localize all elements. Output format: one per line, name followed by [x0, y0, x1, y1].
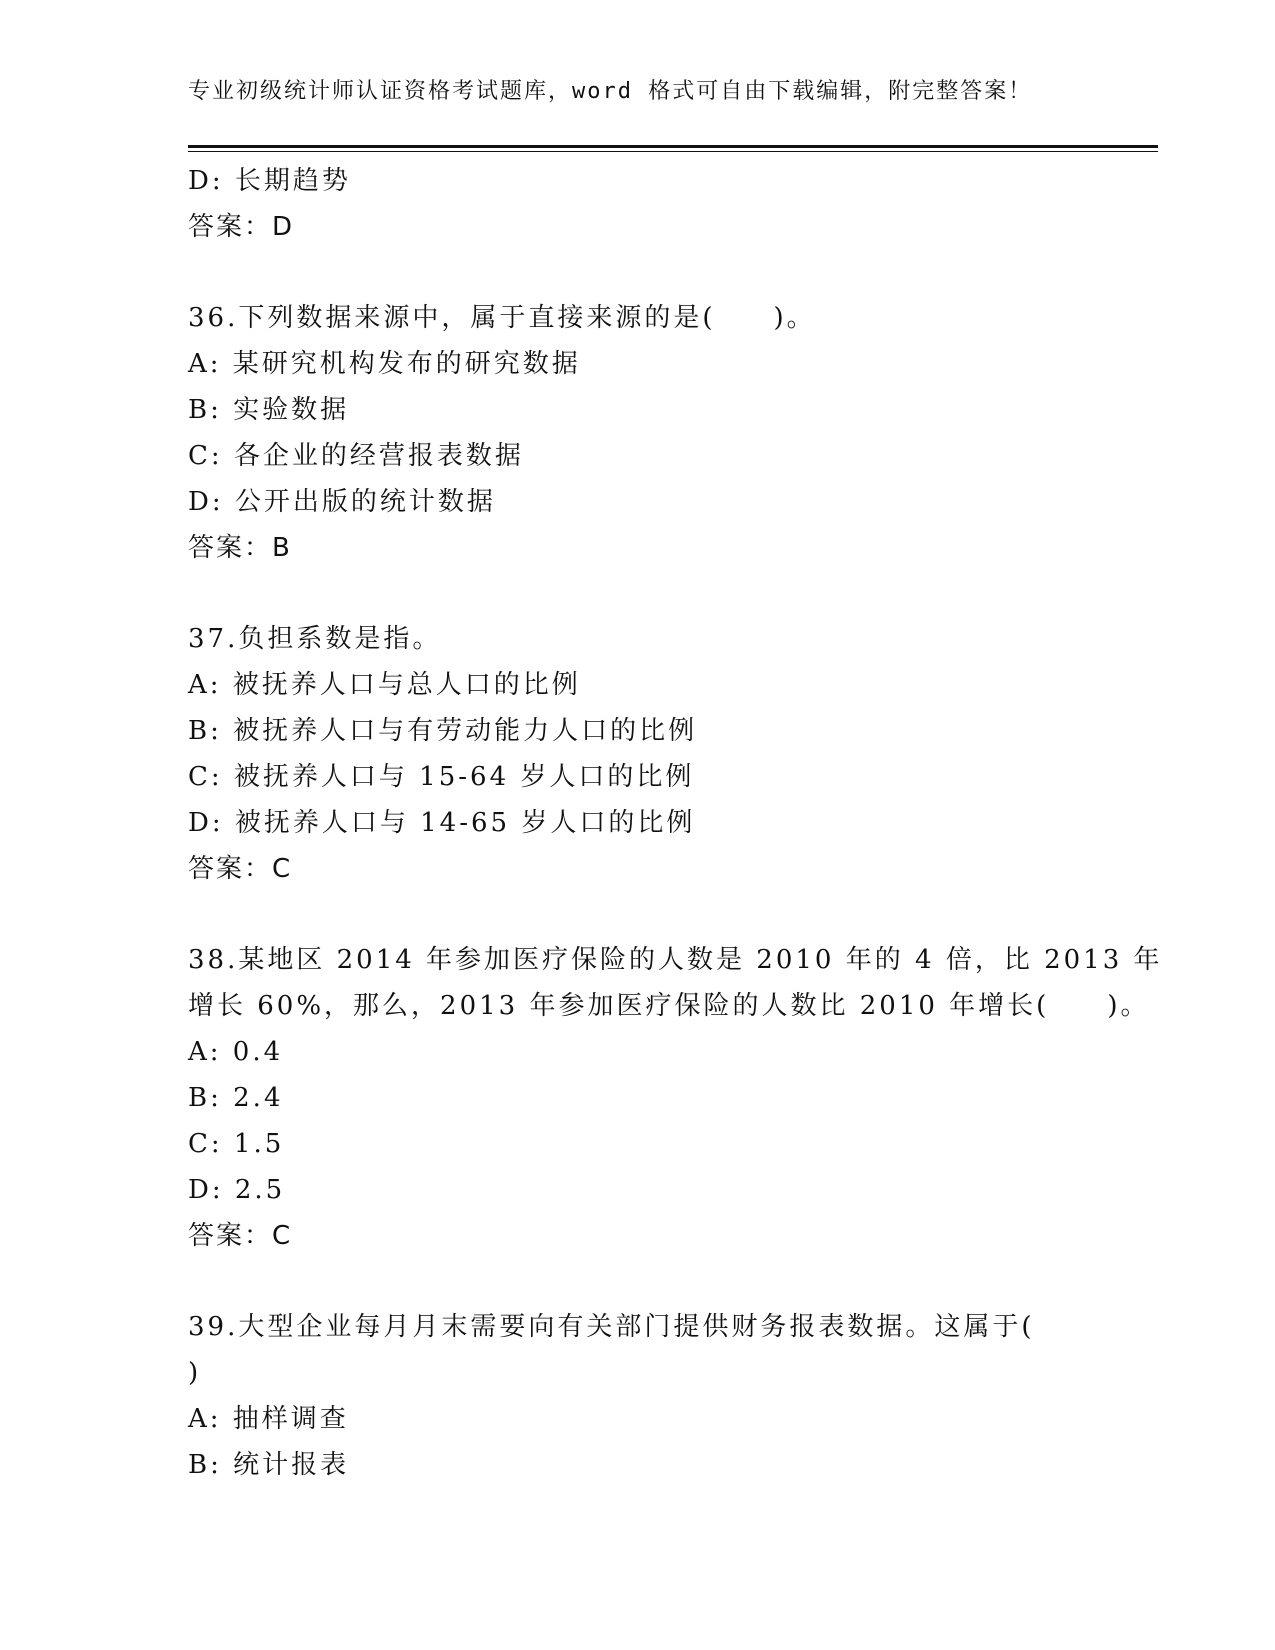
option-d: D: 公开出版的统计数据 [188, 487, 496, 517]
option-b: B: 统计报表 [188, 1450, 350, 1480]
question-stem: 37.负担系数是指。 [188, 624, 442, 654]
answer-line: 答案：B [188, 533, 292, 563]
answer-line: 答案：C [188, 1221, 293, 1251]
question-39 [188, 1304, 1088, 1488]
option-a: A: 某研究机构发布的研究数据 [188, 349, 581, 379]
question-stem-line-1: 38.某地区 2014 年参加医疗保险的人数是 2010 年的 4 倍，比 2013 年 [188, 945, 1163, 975]
option-b: B: 2.4 [188, 1083, 284, 1113]
question-37 [188, 616, 1088, 892]
option-c: C: 被抚养人口与 15-64 岁人口的比例 [188, 762, 695, 792]
option-d: D: 被抚养人口与 14-65 岁人口的比例 [188, 808, 696, 838]
option-d: D: 2.5 [188, 1175, 286, 1205]
question-36 [188, 295, 1088, 571]
option-a: A: 抽样调查 [188, 1404, 349, 1434]
option-b: B: 被抚养人口与有劳动能力人口的比例 [188, 716, 698, 746]
page-header: 专业初级统计师认证资格考试题库，word 格式可自由下载编辑，附完整答案！ [188, 79, 1033, 104]
option-b: B: 实验数据 [188, 395, 350, 425]
answer-line: 答案：D [188, 212, 295, 242]
question-content [188, 158, 1163, 1488]
question-38 [188, 937, 1163, 1259]
answer-line: 答案：C [188, 854, 293, 884]
option-a: A: 被抚养人口与总人口的比例 [188, 670, 581, 700]
option-d: D: 长期趋势 [188, 166, 351, 196]
option-c: C: 1.5 [188, 1129, 285, 1159]
prev-question [188, 158, 1088, 250]
question-stem: 36.下列数据来源中，属于直接来源的是( )。 [188, 303, 816, 333]
option-a: A: 0.4 [188, 1037, 284, 1067]
option-c: C: 各企业的经营报表数据 [188, 441, 524, 471]
header-rule-thin [188, 151, 1158, 152]
question-stem-line-2: 增长 60%，那么，2013 年参加医疗保险的人数比 2010 年增长( )。 [188, 991, 1150, 1021]
question-stem-line-2: ) [188, 1358, 202, 1388]
header-rule-thick [188, 145, 1158, 148]
question-stem-line-1: 39.大型企业每月月末需要向有关部门提供财务报表数据。这属于( [188, 1312, 1035, 1342]
